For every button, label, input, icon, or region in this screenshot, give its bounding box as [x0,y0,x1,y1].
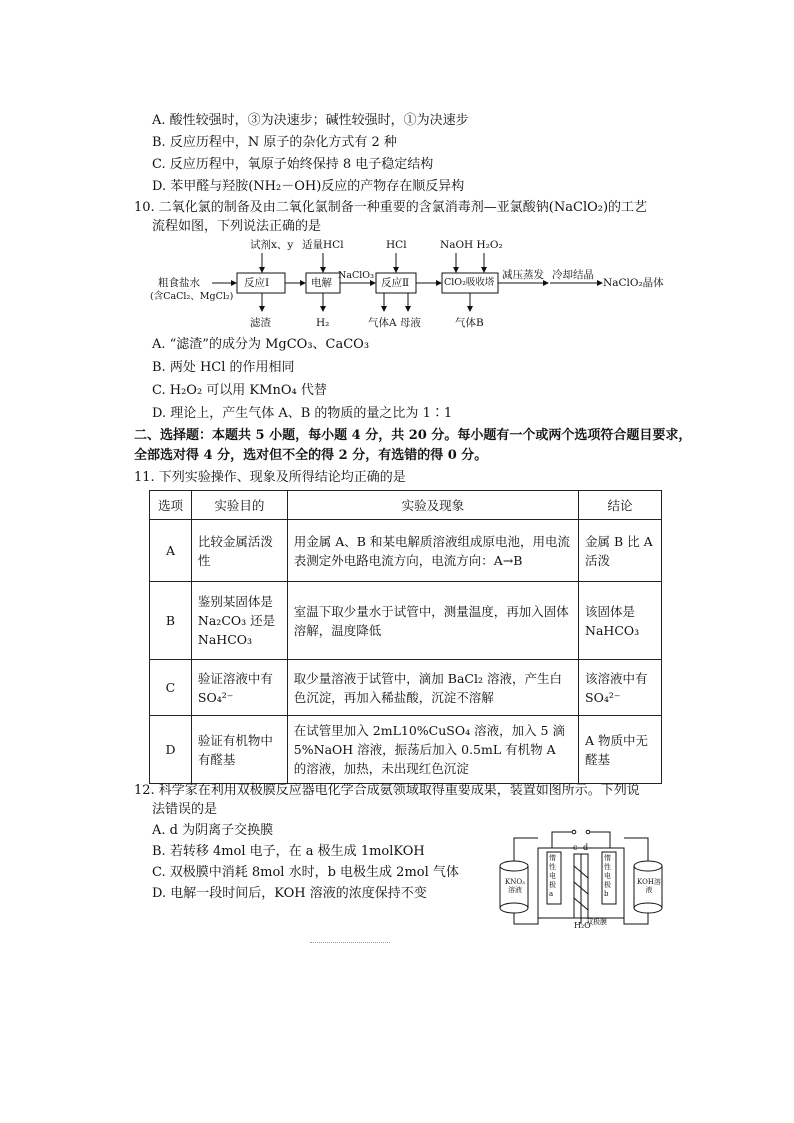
q11-row-b-experiment: 室温下取少量水于试管中，测量温度，再加入固体溶解，温度降低 [287,582,578,660]
q10-option-b: B. 两处 HCl 的作用相同 [152,360,295,375]
flow-product: NaClO₂晶体 [603,277,664,289]
q11-row-d-experiment: 在试管里加入 2mL10%CuSO₄ 溶液，加入 5 滴 5%NaOH 溶液，振荡后加入 0.5mL 有机物 A 的溶液，加热，未出现红色沉淀 [287,716,578,784]
flow-input-1: 粗食盐水 [158,277,200,289]
q10-option-a: A. “滤渣”的成分为 MgCO₃、CaCO₃ [152,337,370,352]
electrode-b-label: 惰性电极b [604,854,611,898]
q12-stem-line1: 12. 科学家在利用双极膜反应器电化学合成氨领域取得重要成果，装置如图所示。下列说 [134,783,640,798]
q11-table [149,490,662,784]
q11-row-b-conclusion: 该固体是 NaHCO₃ [579,582,662,660]
q11-header-row [150,491,662,520]
table-row [150,520,662,582]
q12-option-a: A. d 为阴离子交换膜 [152,823,274,838]
membrane-label: 双极膜 [586,918,607,926]
right-tank-label: KOH溶液 [637,878,661,894]
flow-reagent-1: 试剂x、y [250,239,294,251]
flow-out-4: 气体B [455,317,484,329]
label-d: d [583,843,589,852]
q11-row-d-conclusion: A 物质中无醛基 [579,716,662,784]
q11-row-b-option: B [150,582,192,660]
q11-row-d-option: D [150,716,192,784]
flow-mid-label: NaClO₃ [338,270,374,281]
flow-reagent-4: NaOH H₂O₂ [440,239,503,251]
flow-reagent-3: HCl [386,239,407,251]
q10-flow-diagram [140,235,680,335]
q11-row-c-purpose: 验证溶液中有 SO₄²⁻ [191,660,287,716]
q11-header-conclusion: 结论 [579,491,662,520]
flow-reagent-2: 适量HCl [302,239,344,251]
table-row [150,716,662,784]
q11-row-a-option: A [150,520,192,582]
flow-out-1: 滤渣 [250,317,271,329]
flow-step-1: 减压蒸发 [502,269,544,281]
q11-header-experiment: 实验及现象 [287,491,578,520]
q9-option-a: A. 酸性较强时，③为决速步；碱性较强时，①为决速步 [152,113,469,128]
q10-stem-line1: 10. 二氧化氯的制备及由二氧化氯制备一种重要的含氯消毒剂—亚氯酸钠(NaClO₂)的工艺 [134,200,648,215]
section2-line2: 全部选对得 4 分，选对但不全的得 2 分，有选错的得 0 分。 [134,448,488,463]
flow-box-1-label: 反应Ⅰ [244,277,270,289]
flow-box-2-label: 电解 [311,277,332,289]
q10-stem-line2: 流程如图，下列说法正确的是 [152,219,322,234]
q11-stem: 11. 下列实验操作、现象及所得结论均正确的是 [134,470,406,485]
q11-row-a-experiment: 用金属 A、B 和某电解质溶液组成原电池，用电流表测定外电路电流方向，电流方向：A→B [287,520,578,582]
q11-row-a-purpose: 比较金属活泼性 [191,520,287,582]
flow-step-2: 冷却结晶 [552,269,594,281]
q11-header-option: 选项 [150,491,192,520]
q11-row-d-purpose: 验证有机物中有醛基 [191,716,287,784]
table-row [150,660,662,716]
q12-stem-line2: 法错误的是 [152,802,218,817]
flow-input-2: (含CaCl₂、MgCl₂) [150,291,234,302]
flow-out-2: H₂ [316,317,330,329]
table-row [150,582,662,660]
section2-line1: 二、选择题：本题共 5 小题，每小题 4 分，共 20 分。每小题有一个或两个选项符合题目要求， [134,428,692,443]
footer-dots [310,942,390,945]
q11-row-c-option: C [150,660,192,716]
q9-option-b: B. 反应历程中，N 原子的杂化方式有 2 种 [152,135,397,150]
q11-row-c-conclusion: 该溶液中有 SO₄²⁻ [579,660,662,716]
flow-box-3-label: 反应Ⅱ [381,277,410,289]
q12-apparatus-diagram [494,826,668,930]
q12-option-b: B. 若转移 4mol 电子，在 a 极生成 1molKOH [152,844,425,859]
q11-row-c-experiment: 取少量溶液于试管中，滴加 BaCl₂ 溶液，产生白色沉淀，再加入稀盐酸，沉淀不溶解 [287,660,578,716]
q11-row-a-conclusion: 金属 B 比 A 活泼 [579,520,662,582]
electrode-a-label: 惰性电极a [549,854,556,898]
label-c: c [573,843,578,852]
water-label: H₂O [574,921,591,930]
q12-option-d: D. 电解一段时间后，KOH 溶液的浓度保持不变 [152,886,427,901]
q10-option-c: C. H₂O₂ 可以用 KMnO₄ 代替 [152,383,327,398]
left-tank-label: KNO₃溶液 [505,878,525,894]
q10-option-d: D. 理论上，产生气体 A、B 的物质的量之比为 1∶1 [152,406,453,421]
flow-box-4-label: ClO₂吸收塔 [444,277,495,288]
q12-option-c: C. 双极膜中消耗 8mol 水时，b 电极生成 2mol 气体 [152,865,459,880]
q9-option-c: C. 反应历程中，氧原子始终保持 8 电子稳定结构 [152,157,434,172]
flow-out-3: 气体A 母液 [368,317,421,329]
q11-header-purpose: 实验目的 [191,491,287,520]
q9-option-d: D. 苯甲醛与羟胺(NH₂－OH)反应的产物存在顺反异构 [152,179,465,194]
q11-row-b-purpose: 鉴别某固体是 Na₂CO₃ 还是 NaHCO₃ [191,582,287,660]
